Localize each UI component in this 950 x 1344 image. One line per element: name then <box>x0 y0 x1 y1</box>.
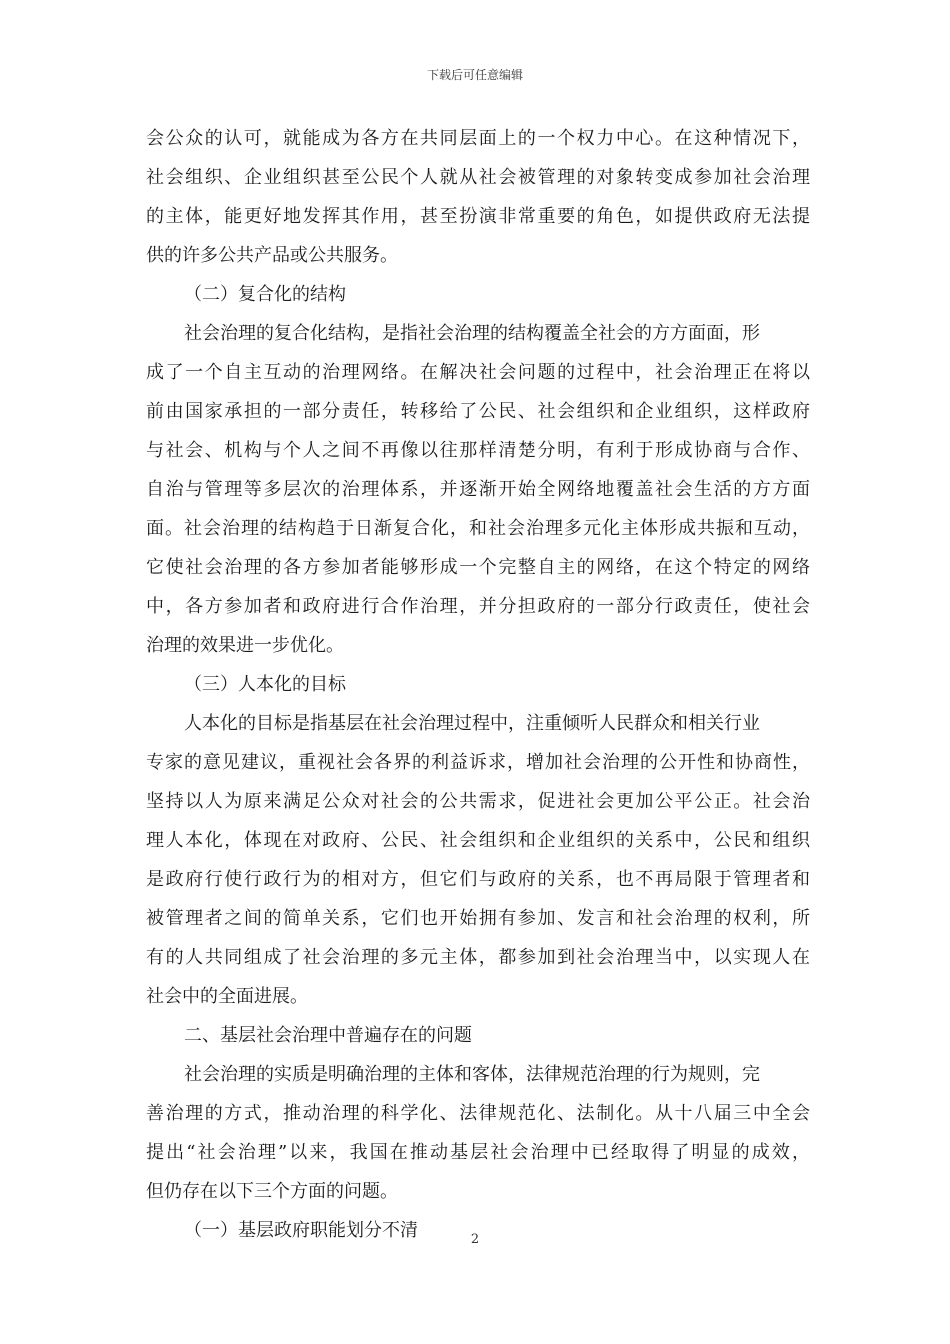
text-line: 的主体，能更好地发挥其作用，甚至扮演非常重要的角色，如提供政府无法提 <box>146 206 810 227</box>
text-line: 前由国家承担的一部分责任，转移给了公民、社会组织和企业组织，这样政府 <box>146 401 810 422</box>
text-line: 面。社会治理的结构趋于日渐复合化，和社会治理多元化主体形成共振和互动， <box>146 518 810 539</box>
paragraph-start-line: 社会治理的实质是明确治理的主体和客体，法律规范治理的行为规则，完 <box>184 1064 760 1085</box>
text-line: 善治理的方式，推动治理的科学化、法律规范化、法制化。从十八届三中全会 <box>146 1103 810 1124</box>
paragraph-start-line: （一）基层政府职能划分不清 <box>184 1220 418 1241</box>
paragraph-start-line: 社会治理的复合化结构，是指社会治理的结构覆盖全社会的方方面面，形 <box>184 323 760 344</box>
text-line: 中，各方参加者和政府进行合作治理，并分担政府的一部分行政责任，使社会 <box>146 596 810 617</box>
text-line: 理人本化，体现在对政府、公民、社会组织和企业组织的关系中，公民和组织 <box>146 830 810 851</box>
paragraph-start-line: 二、基层社会治理中普遍存在的问题 <box>184 1025 472 1046</box>
page-header: 下载后可任意编辑 <box>426 68 523 82</box>
text-line: 专家的意见建议，重视社会各界的利益诉求，增加社会治理的公开性和协商性， <box>146 752 810 773</box>
text-line: 成了一个自主互动的治理网络。在解决社会问题的过程中，社会治理正在将以 <box>146 362 810 383</box>
page-number: 2 <box>470 1232 480 1247</box>
document-body <box>146 119 810 1250</box>
text-line: 社会组织、企业组织甚至公民个人就从社会被管理的对象转变成参加社会治理 <box>146 167 810 188</box>
text-line: 与社会、机构与个人之间不再像以往那样清楚分明，有利于形成协商与合作、 <box>146 440 810 461</box>
text-line: 会公众的认可，就能成为各方在共同层面上的一个权力中心。在这种情况下， <box>146 128 810 149</box>
text-line: 是政府行使行政行为的相对方，但它们与政府的关系，也不再局限于管理者和 <box>146 869 810 890</box>
text-line: 社会中的全面进展。 <box>146 986 308 1007</box>
paragraph-start-line: （三）人本化的目标 <box>184 674 346 695</box>
text-line: 坚持以人为原来满足公众对社会的公共需求，促进社会更加公平公正。社会治 <box>146 791 810 812</box>
text-line: 治理的效果进一步优化。 <box>146 635 344 656</box>
paragraph-start-line: 人本化的目标是指基层在社会治理过程中，注重倾听人民群众和相关行业 <box>184 713 760 734</box>
paragraph-start-line: （二）复合化的结构 <box>184 284 346 305</box>
text-line: 提出“社会治理”以来，我国在推动基层社会治理中已经取得了明显的成效， <box>146 1142 810 1163</box>
text-line: 供的许多公共产品或公共服务。 <box>146 245 398 266</box>
text-line: 被管理者之间的简单关系，它们也开始拥有参加、发言和社会治理的权利，所 <box>146 908 810 929</box>
text-line: 自治与管理等多层次的治理体系，并逐渐开始全网络地覆盖社会生活的方方面 <box>146 479 810 500</box>
text-line: 有的人共同组成了社会治理的多元主体，都参加到社会治理当中，以实现人在 <box>146 947 810 968</box>
text-line: 它使社会治理的各方参加者能够形成一个完整自主的网络，在这个特定的网络 <box>146 557 810 578</box>
text-line: 但仍存在以下三个方面的问题。 <box>146 1181 398 1202</box>
